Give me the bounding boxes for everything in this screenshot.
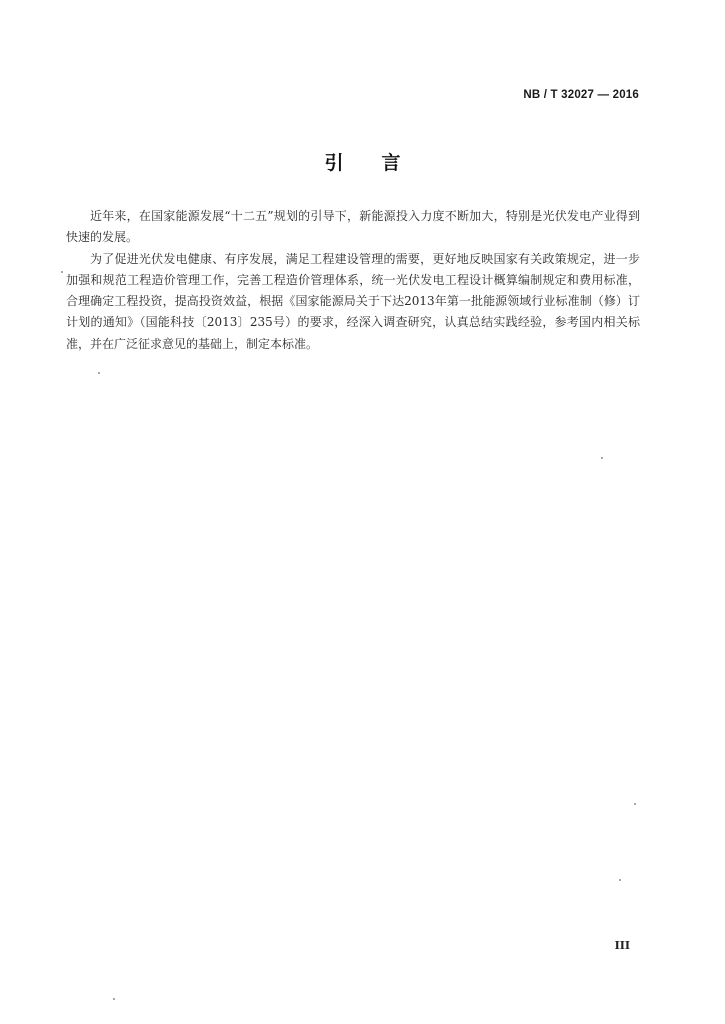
scan-speck <box>113 998 115 1000</box>
body-text <box>66 206 640 355</box>
scan-speck <box>98 372 100 374</box>
page-number: III <box>614 939 630 952</box>
standard-code: NB / T 32027 — 2016 <box>523 89 639 101</box>
section-title: 引言 <box>324 152 439 174</box>
paragraph-2: 为了促进光伏发电健康、有序发展，满足工程建设管理的需要，更好地反映国家有关政策规定，进一步加强和规范工程造价管理工作，完善工程造价管理体系，统一光伏发电工程设计概算编制规定和费用标准，合理确定工程投资，提高投资效益，根据《国家能源局关于下达2013年第一批能源领域行业标准制（修）订计划的通知》（国能科技〔2013〕235号）的要求，经深入调查研究，认真总结实践经验，参考国内相关标准，并在广泛征求意见的基础上，制定本标准。 <box>66 251 640 351</box>
scan-speck <box>61 271 63 273</box>
paragraph-1: 近年来，在国家能源发展“十二五”规划的引导下，新能源投入力度不断加大，特别是光伏发电产业得到快速的发展。 <box>66 209 640 245</box>
scan-speck <box>619 879 621 881</box>
scan-speck <box>634 803 636 805</box>
scan-speck <box>601 457 603 459</box>
